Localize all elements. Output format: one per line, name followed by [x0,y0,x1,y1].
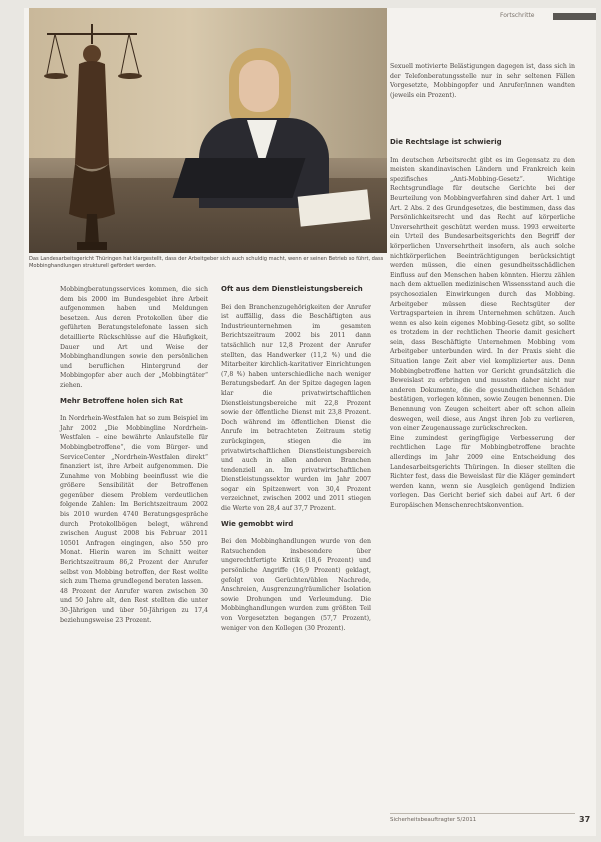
subheading: Wie gemobbt wird [221,519,294,528]
paragraph: Bei den Branchenzugehörigkeiten der Anrufer ist auffällig, dass die Beschäftigten aus Industrieunternehmen im gesamten Berichtszeitraum 2002 bis 2011 dann tatsächlich nur 12,8 Prozent der Anrufer stellten, das Handwerker (11,2 %) und die Mitarbeiter kirchlich-karitativer Einrichtungen (7,8 %) haben unterschiedliche nach weniger Beratungsbedarf. An der Spitze dagegen lagen klar die privatwirtschaftlichen Dienstleistungsbereiche mit 22,8 Prozent sowie der öffentliche Dienst mit 23,8 Prozent. Doch während im öffentlichen Dienst die Anrufe im betrachteten Zeitraum stetig zurückgingen, stiegen die im privatwirtschaftlichen Dienstleistungsbereich und auch in allen anderen Branchen tendenziell an. Im privatwirtschaftlichen Dienstleistungssektor wurden im Jahr 2007 sogar ein Spitzenwert von 30,4 Prozent verzeichnet, zwischen 2002 und 2011 stiegen die Werte von 28,4 auf 37,7 Prozent. [221,303,371,513]
paragraph: In Nordrhein-Westfalen hat so zum Beispiel im Jahr 2002 „Die Mobbingline Nordrhein-Westfalen – eine bewährte Anlaufstelle für Mobbingbetroffene“, die vom Bürger- und ServiceCenter „Nordrhein-Westfalen direkt“ finanziert ist, ihre Arbeit aufgenommen. Die Zunahme von Mobbing beeinflusst wie die größere Sensibilität der Betroffenen gegenüber diesem Problem verdeutlichen folgende Zahlen: Im Berichtszeitraum 2002 bis 2010 wurden 4740 Beratungsgespräche durch Protokollbögen belegt, während zwischen August 2008 bis Februar 2011 10501 Anfragen eingingen, also 550 pro Monat. Hierin waren im Schnitt weiter Berichtszeitraum 86,2 Prozent der Anrufer selbst von Mobbing betroffen, der Rest wollte sich zum Thema grundlegend beraten lassen. [60,415,208,586]
column-3-top [390,62,575,100]
column-2 [221,285,371,633]
article-photo [29,8,387,253]
figure-caption: Das Landesarbeitsgericht Thüringen hat klargestellt, dass der Arbeitgeber sich auch schuldig macht, wenn er seinen Betrieb so führt, dass Mobbinghandlungen strukturell gefördert werden. [29,256,384,269]
page-number: 37 [579,815,591,824]
column-1 [60,285,208,625]
column-3 [390,138,575,511]
footer-magazine: Sicherheitsbeauftragter 5/2011 [390,817,477,823]
paragraph: Bei den Mobbinghandlungen wurde von den Ratsuchenden insbesondere über ungerechtfertigte Kritik (18,6 Prozent) und persönliche Angriffe (16,9 Prozent) geklagt, gefolgt von Gerüchten/üblen Nachrede, Anschreien, Ausgrenzung/räumlicher Isolation sowie Drohungen und Verleumdung. Die Mobbinghandlungen wurden zum größten Teil von Vorgesetzten begangen (57,7 Prozent), weniger von den Kollegen (30 Prozent). [221,538,371,632]
section-label: Fortschritte [500,12,535,19]
paragraph: Im deutschen Arbeitsrecht gibt es im Gegensatz zu den meisten skandinavischen Ländern und Frankreich kein spezifisches „Anti-Mobbing-Gesetz“. Wichtige Rechtsgrundlage für deutsche Gerichte bei der Beurteilung von Mobbingverfahren sind daher Art. 1 und Art. 2 Abs. 2 des Grundgesetzes, die bestimmen, dass das Persönlichkeitsrecht und das Recht auf körperliche Unversehrtheit geschützt werden muss. 1993 erweiterte ein Urteil des Bundesarbeitsgerichts den Begriff der körperlichen Unversehrtheit insofern, als auch solche nichtkörperlichen Beeinträchtigungen berücksichtigt werden müssen, die einen gesundheitsschädlichen Einfluss auf den Menschen haben könnten. Hierzu zählen nach dem aktuellen medizinischen Wissensstand auch die psychosozialen Einwirkungen durch das Mobbing. Arbeitgeber müssen diese Rechtsgüter der Vertragsparteien in ihrem Unternehmen schützen. Auch wenn es also kein eigenes Mobbing-Gesetz gibt, so sollte es trotzdem in der rechtlichen Theorie damit gesichert sein, dass Beschäftigte Unternehmen Mobbing vom Arbeitgeber unterbunden wird. In der Praxis sieht die Situation lange Zeit aber viel komplizierter aus. Denn Mobbingbetroffene hatten vor Gericht grundsätzlich die Beweislast zu erbringen und mussten daher nicht nur anderen Dokumente, die die gesundheitlichen Schäden bestätigen, vorlegen können, sowie Zeugen benennen. Die Benennung von Zeugen scheitert aber oft schon allein deswegen, weil diese, aus Angst ihren Job zu verlieren, von einer Zeugenaussage zurückschrecken. [390,156,575,433]
paragraph: Mobbingberatungsservices kommen, die sich dem bis 2000 im Bundesgebiet ihre Arbeit aufgenommen haben und Meldungen besetzen. Aus deren Protokollen über die geführten Beratungstelefonate lassen sich detaillierte Rückschlüsse auf die Häufigkeit, Dauer und Art und Weise der Mobbinghandlungen sowie den persönlichen und beruflichen Hintergrund der Mobbingopfer aber auch der „Mobbingtäter“ ziehen. [60,286,208,389]
paragraph: Sexuell motivierte Belästigungen dagegen ist, dass sich in der Telefonberatungsstelle nur in sehr seltenen Fällen Vorgesetzte, Mobbingopfer und Anrufer/innen wandten (jeweils ein Prozent). [390,63,575,99]
footer-rule [390,813,575,814]
photo-laptop [173,158,306,198]
subheading: Die Rechtslage ist schwierig [390,138,502,146]
paragraph: 48 Prozent der Anrufer waren zwischen 30 und 50 Jahre alt, den Rest stellten die unter 30-Jährigen und über 50-Jährigen zu 17,4 beziehungsweise 23 Prozent. [60,587,208,624]
subheading: Mehr Betroffene holen sich Rat [60,396,183,405]
subheading: Oft aus dem Dienstleistungsbereich [221,285,363,293]
section-bar [553,13,596,20]
paragraph: Eine zumindest geringfügige Verbesserung der rechtlichen Lage für Mobbingbetroffene brachte allerdings im Jahr 2009 eine Entscheidung des Landesarbeitsgerichts Thüringen. In dieser stellten die Richter fest, dass die Beweislast für die Kläger gemindert werden kann, wenn sie Ausgleich genügend Indizien vorlegen. Das Gericht berief sich dabei auf Art. 6 der Europäischen Menschenrechtskonvention. [390,434,575,509]
justitia-statue-icon [37,14,147,253]
